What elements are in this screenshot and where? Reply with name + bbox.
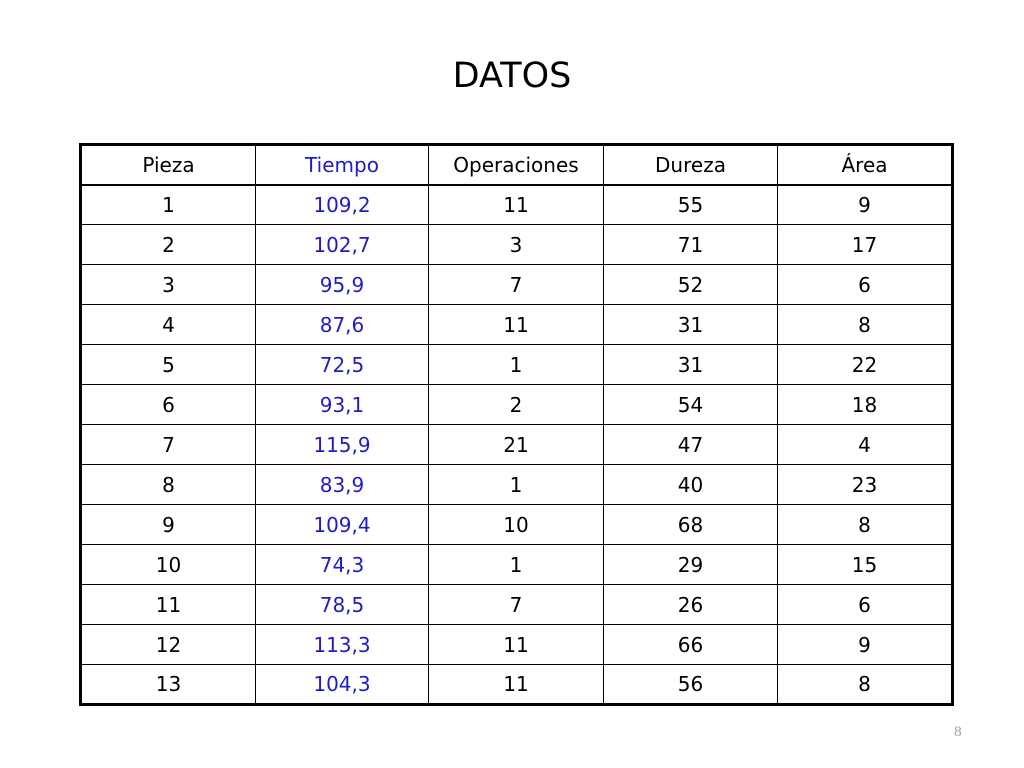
header-tiempo: Tiempo: [256, 145, 429, 185]
table-header: [81, 145, 953, 185]
cell-dureza: 56: [604, 665, 778, 705]
cell-dureza: 29: [604, 545, 778, 585]
table-row: [81, 305, 953, 345]
header-row: [81, 145, 953, 185]
table-row: [81, 345, 953, 385]
cell-pieza: 2: [81, 225, 256, 265]
cell-operaciones: 7: [429, 585, 604, 625]
cell-operaciones: 21: [429, 425, 604, 465]
table-row: [81, 265, 953, 305]
cell-area: 9: [778, 625, 953, 665]
cell-area: 8: [778, 505, 953, 545]
cell-pieza: 11: [81, 585, 256, 625]
cell-operaciones: 10: [429, 505, 604, 545]
cell-dureza: 31: [604, 305, 778, 345]
table-row: [81, 425, 953, 465]
header-pieza: Pieza: [81, 145, 256, 185]
cell-area: 8: [778, 305, 953, 345]
cell-operaciones: 7: [429, 265, 604, 305]
cell-area: 23: [778, 465, 953, 505]
cell-tiempo: 93,1: [256, 385, 429, 425]
data-table: [79, 143, 954, 706]
header-dureza: Dureza: [604, 145, 778, 185]
cell-tiempo: 83,9: [256, 465, 429, 505]
header-operaciones: Operaciones: [429, 145, 604, 185]
cell-operaciones: 11: [429, 305, 604, 345]
table-row: [81, 465, 953, 505]
cell-tiempo: 74,3: [256, 545, 429, 585]
header-area: Área: [778, 145, 953, 185]
table-row: [81, 585, 953, 625]
cell-area: 8: [778, 665, 953, 705]
cell-tiempo: 78,5: [256, 585, 429, 625]
cell-tiempo: 87,6: [256, 305, 429, 345]
cell-pieza: 1: [81, 185, 256, 225]
cell-operaciones: 11: [429, 625, 604, 665]
table-row: [81, 385, 953, 425]
table-row: [81, 185, 953, 225]
cell-operaciones: 11: [429, 665, 604, 705]
cell-operaciones: 1: [429, 545, 604, 585]
cell-tiempo: 109,4: [256, 505, 429, 545]
cell-dureza: 31: [604, 345, 778, 385]
cell-dureza: 52: [604, 265, 778, 305]
cell-operaciones: 2: [429, 385, 604, 425]
cell-pieza: 7: [81, 425, 256, 465]
cell-dureza: 71: [604, 225, 778, 265]
cell-pieza: 4: [81, 305, 256, 345]
cell-dureza: 55: [604, 185, 778, 225]
cell-tiempo: 72,5: [256, 345, 429, 385]
table-row: [81, 665, 953, 705]
cell-area: 6: [778, 265, 953, 305]
cell-area: 18: [778, 385, 953, 425]
cell-tiempo: 113,3: [256, 625, 429, 665]
cell-pieza: 3: [81, 265, 256, 305]
cell-tiempo: 102,7: [256, 225, 429, 265]
cell-dureza: 66: [604, 625, 778, 665]
cell-operaciones: 11: [429, 185, 604, 225]
table-row: [81, 225, 953, 265]
cell-dureza: 40: [604, 465, 778, 505]
cell-operaciones: 1: [429, 345, 604, 385]
cell-pieza: 9: [81, 505, 256, 545]
cell-tiempo: 104,3: [256, 665, 429, 705]
cell-pieza: 5: [81, 345, 256, 385]
page-number: 8: [953, 725, 962, 740]
cell-dureza: 54: [604, 385, 778, 425]
cell-operaciones: 1: [429, 465, 604, 505]
cell-pieza: 6: [81, 385, 256, 425]
cell-area: 6: [778, 585, 953, 625]
cell-tiempo: 109,2: [256, 185, 429, 225]
table-body: [81, 185, 953, 705]
table-row: [81, 545, 953, 585]
cell-pieza: 10: [81, 545, 256, 585]
cell-pieza: 13: [81, 665, 256, 705]
cell-area: 9: [778, 185, 953, 225]
cell-dureza: 26: [604, 585, 778, 625]
cell-pieza: 8: [81, 465, 256, 505]
table-row: [81, 625, 953, 665]
cell-dureza: 68: [604, 505, 778, 545]
cell-area: 17: [778, 225, 953, 265]
cell-tiempo: 115,9: [256, 425, 429, 465]
cell-operaciones: 3: [429, 225, 604, 265]
cell-area: 15: [778, 545, 953, 585]
table-row: [81, 505, 953, 545]
cell-area: 22: [778, 345, 953, 385]
cell-area: 4: [778, 425, 953, 465]
cell-dureza: 47: [604, 425, 778, 465]
cell-tiempo: 95,9: [256, 265, 429, 305]
slide-title: DATOS: [452, 56, 572, 96]
cell-pieza: 12: [81, 625, 256, 665]
